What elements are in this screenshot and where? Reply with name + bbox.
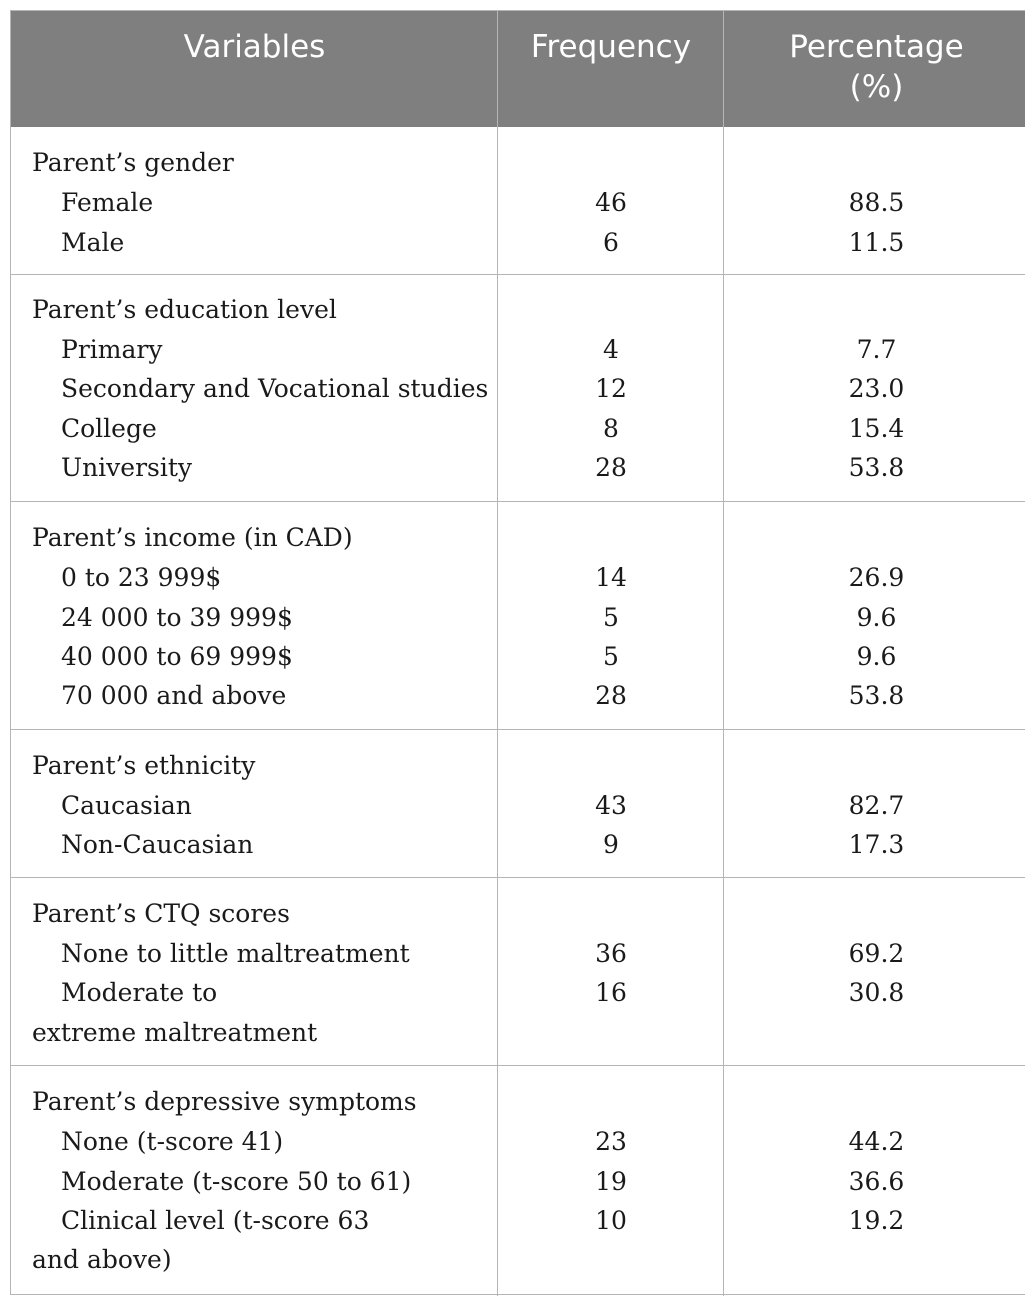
table-row <box>11 598 1025 638</box>
row-percentage: 9.6 <box>856 642 897 671</box>
table-row <box>11 223 1025 263</box>
row-frequency: 28 <box>595 453 627 482</box>
row-percentage: 30.8 <box>848 978 905 1007</box>
row-percentage: 44.2 <box>848 1127 905 1156</box>
group-title-row <box>11 1082 1025 1122</box>
row-frequency: 14 <box>595 563 627 592</box>
table-row <box>11 786 1025 826</box>
group-title-row <box>11 746 1025 786</box>
group-title: Parent’s education level <box>32 295 337 324</box>
row-divider <box>11 1065 1025 1066</box>
table-row <box>11 825 1025 865</box>
row-label: Moderate (t-score 50 to 61) <box>61 1167 412 1196</box>
row-label: 70 000 and above <box>61 681 287 710</box>
table-row <box>11 637 1025 677</box>
row-divider <box>11 274 1025 275</box>
row-frequency: 9 <box>603 830 619 859</box>
group-title-row <box>11 143 1025 183</box>
row-percentage: 7.7 <box>856 335 897 364</box>
table-row <box>11 369 1025 409</box>
row-percentage: 11.5 <box>848 228 905 257</box>
row-frequency: 46 <box>595 188 627 217</box>
row-label: College <box>61 414 157 443</box>
row-label: Female <box>61 188 154 217</box>
row-frequency: 5 <box>603 642 619 671</box>
row-label: Moderate to <box>61 978 218 1007</box>
group-title-row <box>11 518 1025 558</box>
table-row <box>11 448 1025 488</box>
row-label: Secondary and Vocational studies <box>61 374 489 403</box>
row-frequency: 8 <box>603 414 619 443</box>
row-frequency: 23 <box>595 1127 627 1156</box>
row-frequency: 16 <box>595 978 627 1007</box>
group-title-row <box>11 894 1025 934</box>
row-percentage: 23.0 <box>848 374 905 403</box>
row-percentage: 9.6 <box>856 603 897 632</box>
row-percentage: 19.2 <box>848 1206 905 1235</box>
table-row <box>11 1162 1025 1202</box>
row-label: 24 000 to 39 999$ <box>61 603 293 632</box>
row-frequency: 4 <box>603 335 619 364</box>
table-row <box>11 1122 1025 1162</box>
row-label: Caucasian <box>61 791 192 820</box>
table-row-continuation <box>11 1240 1025 1280</box>
row-percentage: 26.9 <box>848 563 905 592</box>
row-percentage: 88.5 <box>848 188 905 217</box>
row-percentage: 15.4 <box>848 414 905 443</box>
row-percentage: 53.8 <box>848 681 905 710</box>
row-percentage: 82.7 <box>848 791 905 820</box>
table-row <box>11 973 1025 1013</box>
row-label: Non-Caucasian <box>61 830 254 859</box>
row-label: 0 to 23 999$ <box>61 563 222 592</box>
header-variables: Variables <box>183 29 326 65</box>
row-frequency: 43 <box>595 791 627 820</box>
row-frequency: 19 <box>595 1167 627 1196</box>
table-row <box>11 409 1025 449</box>
row-percentage: 17.3 <box>848 830 905 859</box>
row-label: Male <box>61 228 125 257</box>
row-label-continuation: and above) <box>32 1245 172 1274</box>
group-title: Parent’s CTQ scores <box>32 899 290 928</box>
row-percentage: 36.6 <box>848 1167 905 1196</box>
row-frequency: 10 <box>595 1206 627 1235</box>
table-row <box>11 183 1025 223</box>
table-row <box>11 330 1025 370</box>
group-title: Parent’s ethnicity <box>32 751 256 780</box>
group-title: Parent’s depressive symptoms <box>32 1087 417 1116</box>
row-label-continuation: extreme maltreatment <box>32 1018 318 1047</box>
header-percentage: Percentage (%) <box>789 29 964 105</box>
table-row-continuation <box>11 1013 1025 1053</box>
group-title: Parent’s gender <box>32 148 234 177</box>
row-frequency: 12 <box>595 374 627 403</box>
row-divider <box>11 729 1025 730</box>
row-label: University <box>61 453 193 482</box>
header-frequency: Frequency <box>530 29 692 65</box>
table-row <box>11 558 1025 598</box>
table-row <box>11 934 1025 974</box>
table-row <box>11 1201 1025 1241</box>
row-divider <box>11 501 1025 502</box>
row-frequency: 6 <box>603 228 619 257</box>
row-label: None to little maltreatment <box>61 939 410 968</box>
group-title-row <box>11 290 1025 330</box>
row-percentage: 53.8 <box>848 453 905 482</box>
row-label: None (t-score 41) <box>61 1127 284 1156</box>
table-row <box>11 676 1025 716</box>
row-frequency: 28 <box>595 681 627 710</box>
row-label: Clinical level (t-score 63 <box>61 1206 370 1235</box>
row-divider <box>11 877 1025 878</box>
group-title: Parent’s income (in CAD) <box>32 523 353 552</box>
row-label: 40 000 to 69 999$ <box>61 642 293 671</box>
row-label: Primary <box>61 335 163 364</box>
row-frequency: 5 <box>603 603 619 632</box>
demographics-table <box>10 10 1025 1295</box>
table-header <box>11 11 1025 127</box>
row-percentage: 69.2 <box>848 939 905 968</box>
row-frequency: 36 <box>595 939 627 968</box>
